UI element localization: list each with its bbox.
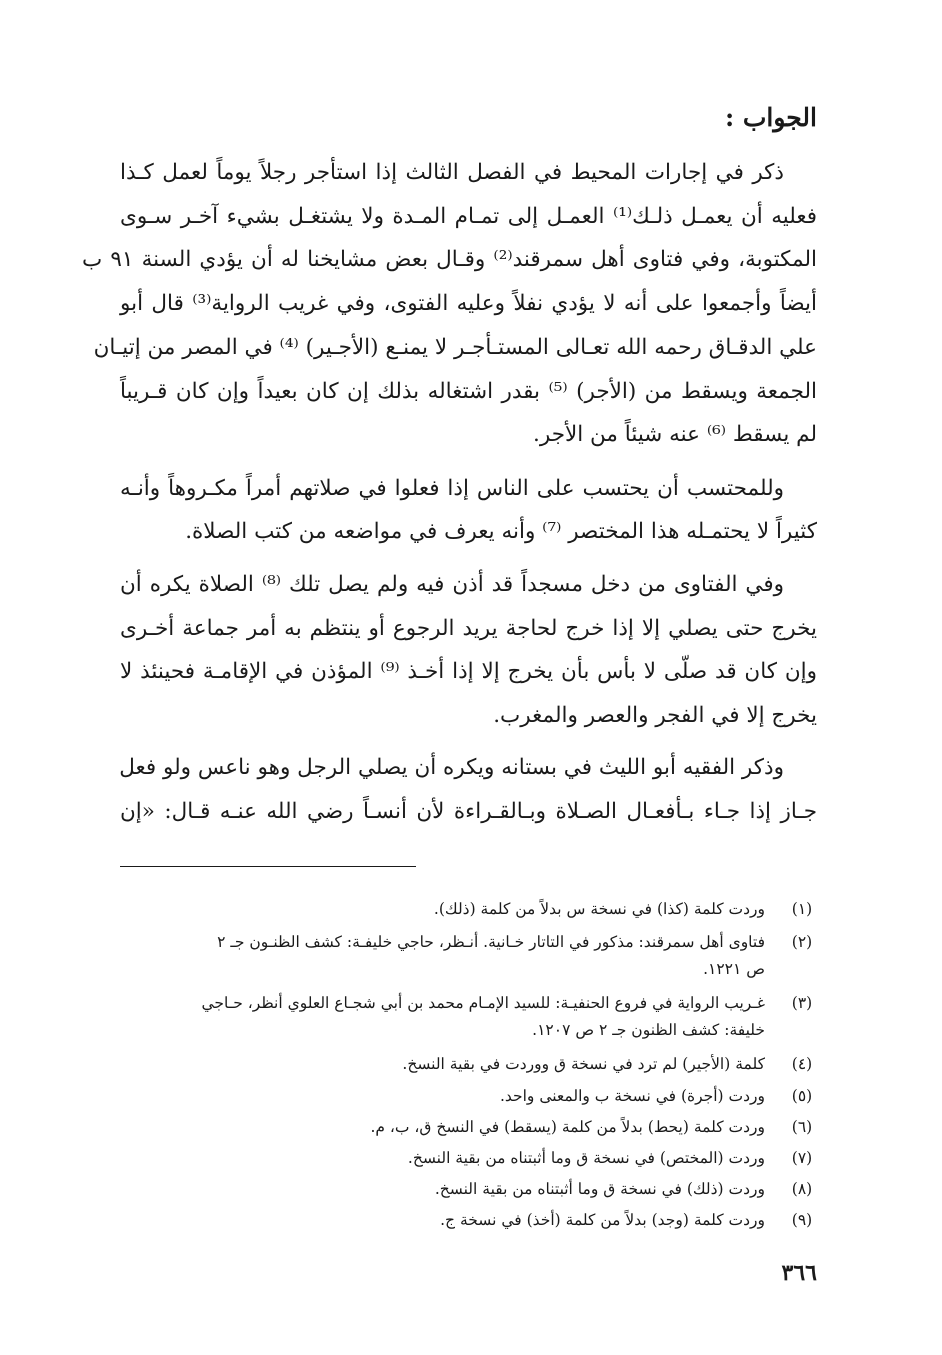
page-number: ٣٦٦ (781, 1260, 817, 1286)
footnote-text: غـريب الرواية في فروع الحنفيـة: للسيد الإمـام محمد بن أبي شجـاع العلوي أنظر، حـاجي (201, 994, 765, 1012)
footnote-text: وردت كلمة (وجد) بدلاً من كلمة (أخذ) في نسخة ج. (440, 1211, 765, 1229)
footnote-text: وردت (أجرة) في نسخة ب والمعنى واحد. (499, 1087, 765, 1105)
footnote-number: (٢) (791, 933, 813, 951)
body-line: علي الدقـاق رحمه الله تعـالى المستـأجـر لا يمنـع (الأجـير) ⁽⁴⁾ في المصر من إتيـان (93, 335, 817, 360)
body-line: كثيراً لا يحتمـله هذا المختصر ⁽⁷⁾ وأنه يعرف في مواضعه من كتب الصلاة. (185, 519, 817, 544)
body-line: أيضاً وأجمعوا على أنه لا يؤدي نفلاً وعليه الفتوى، وفي غريب الرواية⁽³⁾ قال أبو (120, 291, 817, 316)
footnote-4 (122, 1051, 817, 1078)
footnote-separator (120, 866, 416, 867)
footnote-7 (122, 1145, 817, 1172)
footnote-text: كلمة (الأجير) لم ترد في نسخة ق ووردت في بقية النسخ. (402, 1055, 765, 1073)
footnote-number: (٦) (791, 1118, 813, 1136)
footnote-number: (٧) (791, 1149, 813, 1167)
footnote-text: فتاوى أهل سمرقند: مذكور في التاتار خـانية. أنـظر، حاجي خليفـة: كشف الظنـون جـ ٢ (217, 933, 765, 951)
footnote-text: وردت (ذلك) في نسخة ق وما أثبتناه من بقية النسخ. (434, 1180, 765, 1198)
footnote-number: (٨) (791, 1180, 813, 1198)
answer-heading: الجواب : (724, 103, 817, 132)
footnote-9 (122, 1207, 817, 1234)
footnote-number: (٣) (791, 994, 813, 1012)
body-line: ذكر في إجارات المحيط في الفصل الثالث إذا استأجر رجلاً يوماً لعمل كـذا (120, 160, 784, 185)
body-line: يخرج إلا في الفجر والعصر والمغرب. (493, 703, 817, 728)
footnote-text: خليفة: كشف الظنون جـ ٢ ص ١٢٠٧. (532, 1021, 765, 1039)
footnote-2 (122, 929, 817, 983)
footnote-text: وردت (المختص) في نسخة ق وما أثبتناه من بقية النسخ. (407, 1149, 765, 1167)
body-line: فعليه أن يعمـل ذلـك⁽¹⁾ العمـل إلى تمـام المـدة ولا يشتغـل بشيء آخـر سـوى (120, 204, 817, 229)
body-line: جـاز إذا جـاء بـأفعـال الصـلاة وبـالقـراءة لأن أنسـاً رضي الله عنـه قـال: «إن (120, 799, 817, 824)
body-line: وإن كان قد صلّى لا بأس بأن يخرج إلا إذا أخـذ ⁽⁹⁾ المؤذن في الإقامـة فحينئذ لا (120, 659, 817, 684)
footnote-number: (٩) (791, 1211, 813, 1229)
footnote-number: (٤) (791, 1055, 813, 1073)
footnote-number: (٥) (791, 1087, 813, 1105)
footnote-6 (122, 1114, 817, 1141)
footnote-text: ص ١٢٢١. (703, 960, 765, 978)
footnote-3 (122, 990, 817, 1044)
body-line: وللمحتسب أن يحتسب على الناس إذا فعلوا في صلاتهم أمراً مكـروهاً وأنـه (120, 476, 784, 501)
body-line: وفي الفتاوى من دخل مسجداً قد أذن فيه ولم يصل تلك ⁽⁸⁾ الصلاة يكره أن (120, 572, 784, 597)
body-line: وذكر الفقيه أبو الليث في بستانه ويكره أن يصلي الرجل وهو ناعس ولو فعل (119, 755, 784, 780)
body-line: الجمعة ويسقط من (الأجر) ⁽⁵⁾ بقدر اشتغاله بذلك إن كان بعيداً وإن كان قـريباً (120, 379, 817, 404)
footnote-8 (122, 1176, 817, 1203)
footnote-number: (١) (791, 900, 813, 918)
body-line: المكتوبة، وفي فتاوى أهل سمرقند⁽²⁾ وقـال بعض مشايخنا له أن يؤدي السنة ٩١ ب (82, 247, 817, 272)
footnote-text: وردت كلمة (يحط) بدلاً من كلمة (يسقط) في النسخ ق، ب، م. (370, 1118, 765, 1136)
footnote-text: وردت كلمة (كذا) في نسخة س بدلاً من كلمة (ذلك). (433, 900, 765, 918)
footnote-5 (122, 1083, 817, 1110)
body-line: يخرج حتى يصلي إلا إذا خرج لحاجة يريد الرجوع أو ينتظم به أمر جماعة أخـرى (120, 616, 817, 641)
footnote-1 (122, 896, 817, 923)
body-line: لم يسقط ⁽⁶⁾ عنه شيئاً من الأجر. (533, 422, 817, 447)
